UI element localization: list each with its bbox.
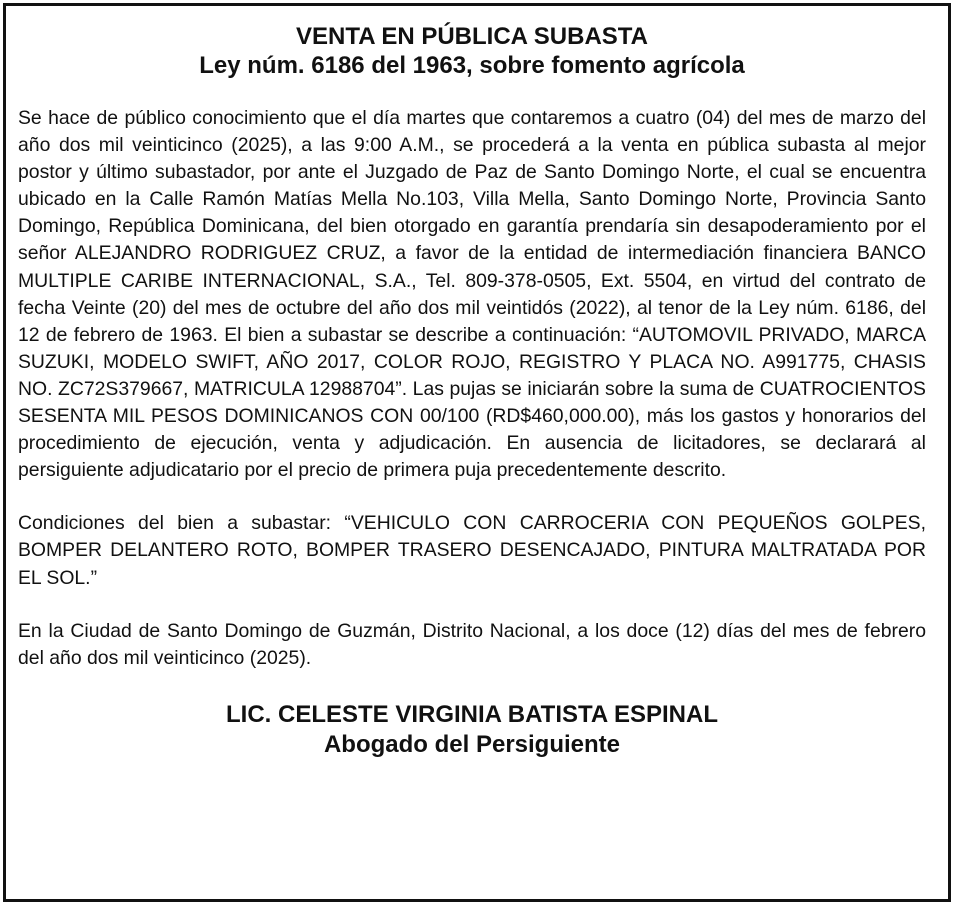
place-date-paragraph: En la Ciudad de Santo Domingo de Guzmán, Distrito Nacional, a los doce (12) días del mes de febrero del año dos mil veinticinco (2025).	[18, 619, 926, 669]
signatory-role: Abogado del Persiguiente	[323, 730, 621, 758]
signatory-name: LIC. CELESTE VIRGINIA BATISTA ESPINAL	[225, 700, 719, 728]
notice-body-paragraph: Se hace de público conocimiento que el día martes que contaremos a cuatro (04) del mes de marzo del año dos mil veinticinco (2025), a las 9:00 A.M., se procederá a la venta en pública subasta al mejor postor y último subastador, por ante el Juzgado de Paz de Santo Domingo Norte, el cual se encuentra ubicado en la Calle Ramón Matías Mella No.103, Villa Mella, Santo Domingo Norte, Provincia Santo Domingo, República Dominicana, del bien otorgado en garantía prendaría sin desapoderamiento por el señor ALEJANDRO RODRIGUEZ CRUZ, a favor de la entidad de intermediación financiera BANCO MULTIPLE CARIBE INTERNACIONAL, S.A., Tel. 809-378-0505, Ext. 5504, en virtud del contrato de fecha Veinte (20) del mes de octubre del año dos mil veintidós (2022), al tenor de la Ley núm. 6186, del 12 de febrero de 1963. El bien a subastar se describe a continuación: “AUTOMOVIL PRIVADO, MARCA SUZUKI, MODELO SWIFT, AÑO 2017, COLOR ROJO, REGISTRO Y PLACA NO. A991775, CHASIS NO. ZC72S379667, MATRICULA 12988704”. Las pujas se iniciarán sobre la suma de CUATROCIENTOS SESENTA MIL PESOS DOMINICANOS CON 00/100 (RD$460,000.00), más los gastos y honorarios del procedimiento de ejecución, venta y adjudicación. En ausencia de licitadores, se declarará al persiguiente adjudicatario por el precio de primera puja precedentemente descrito.	[18, 107, 926, 482]
notice-content	[18, 22, 926, 760]
notice-subtitle: Ley núm. 6186 del 1963, sobre fomento agrícola	[199, 52, 745, 79]
notice-title: VENTA EN PÚBLICA SUBASTA	[295, 23, 648, 50]
vehicle-conditions-paragraph: Condiciones del bien a subastar: “VEHICULO CON CARROCERIA CON PEQUEÑOS GOLPES, BOMPER DELANTERO ROTO, BOMPER TRASERO DESENCAJADO, PINTURA MALTRATADA POR EL SOL.”	[18, 512, 926, 589]
